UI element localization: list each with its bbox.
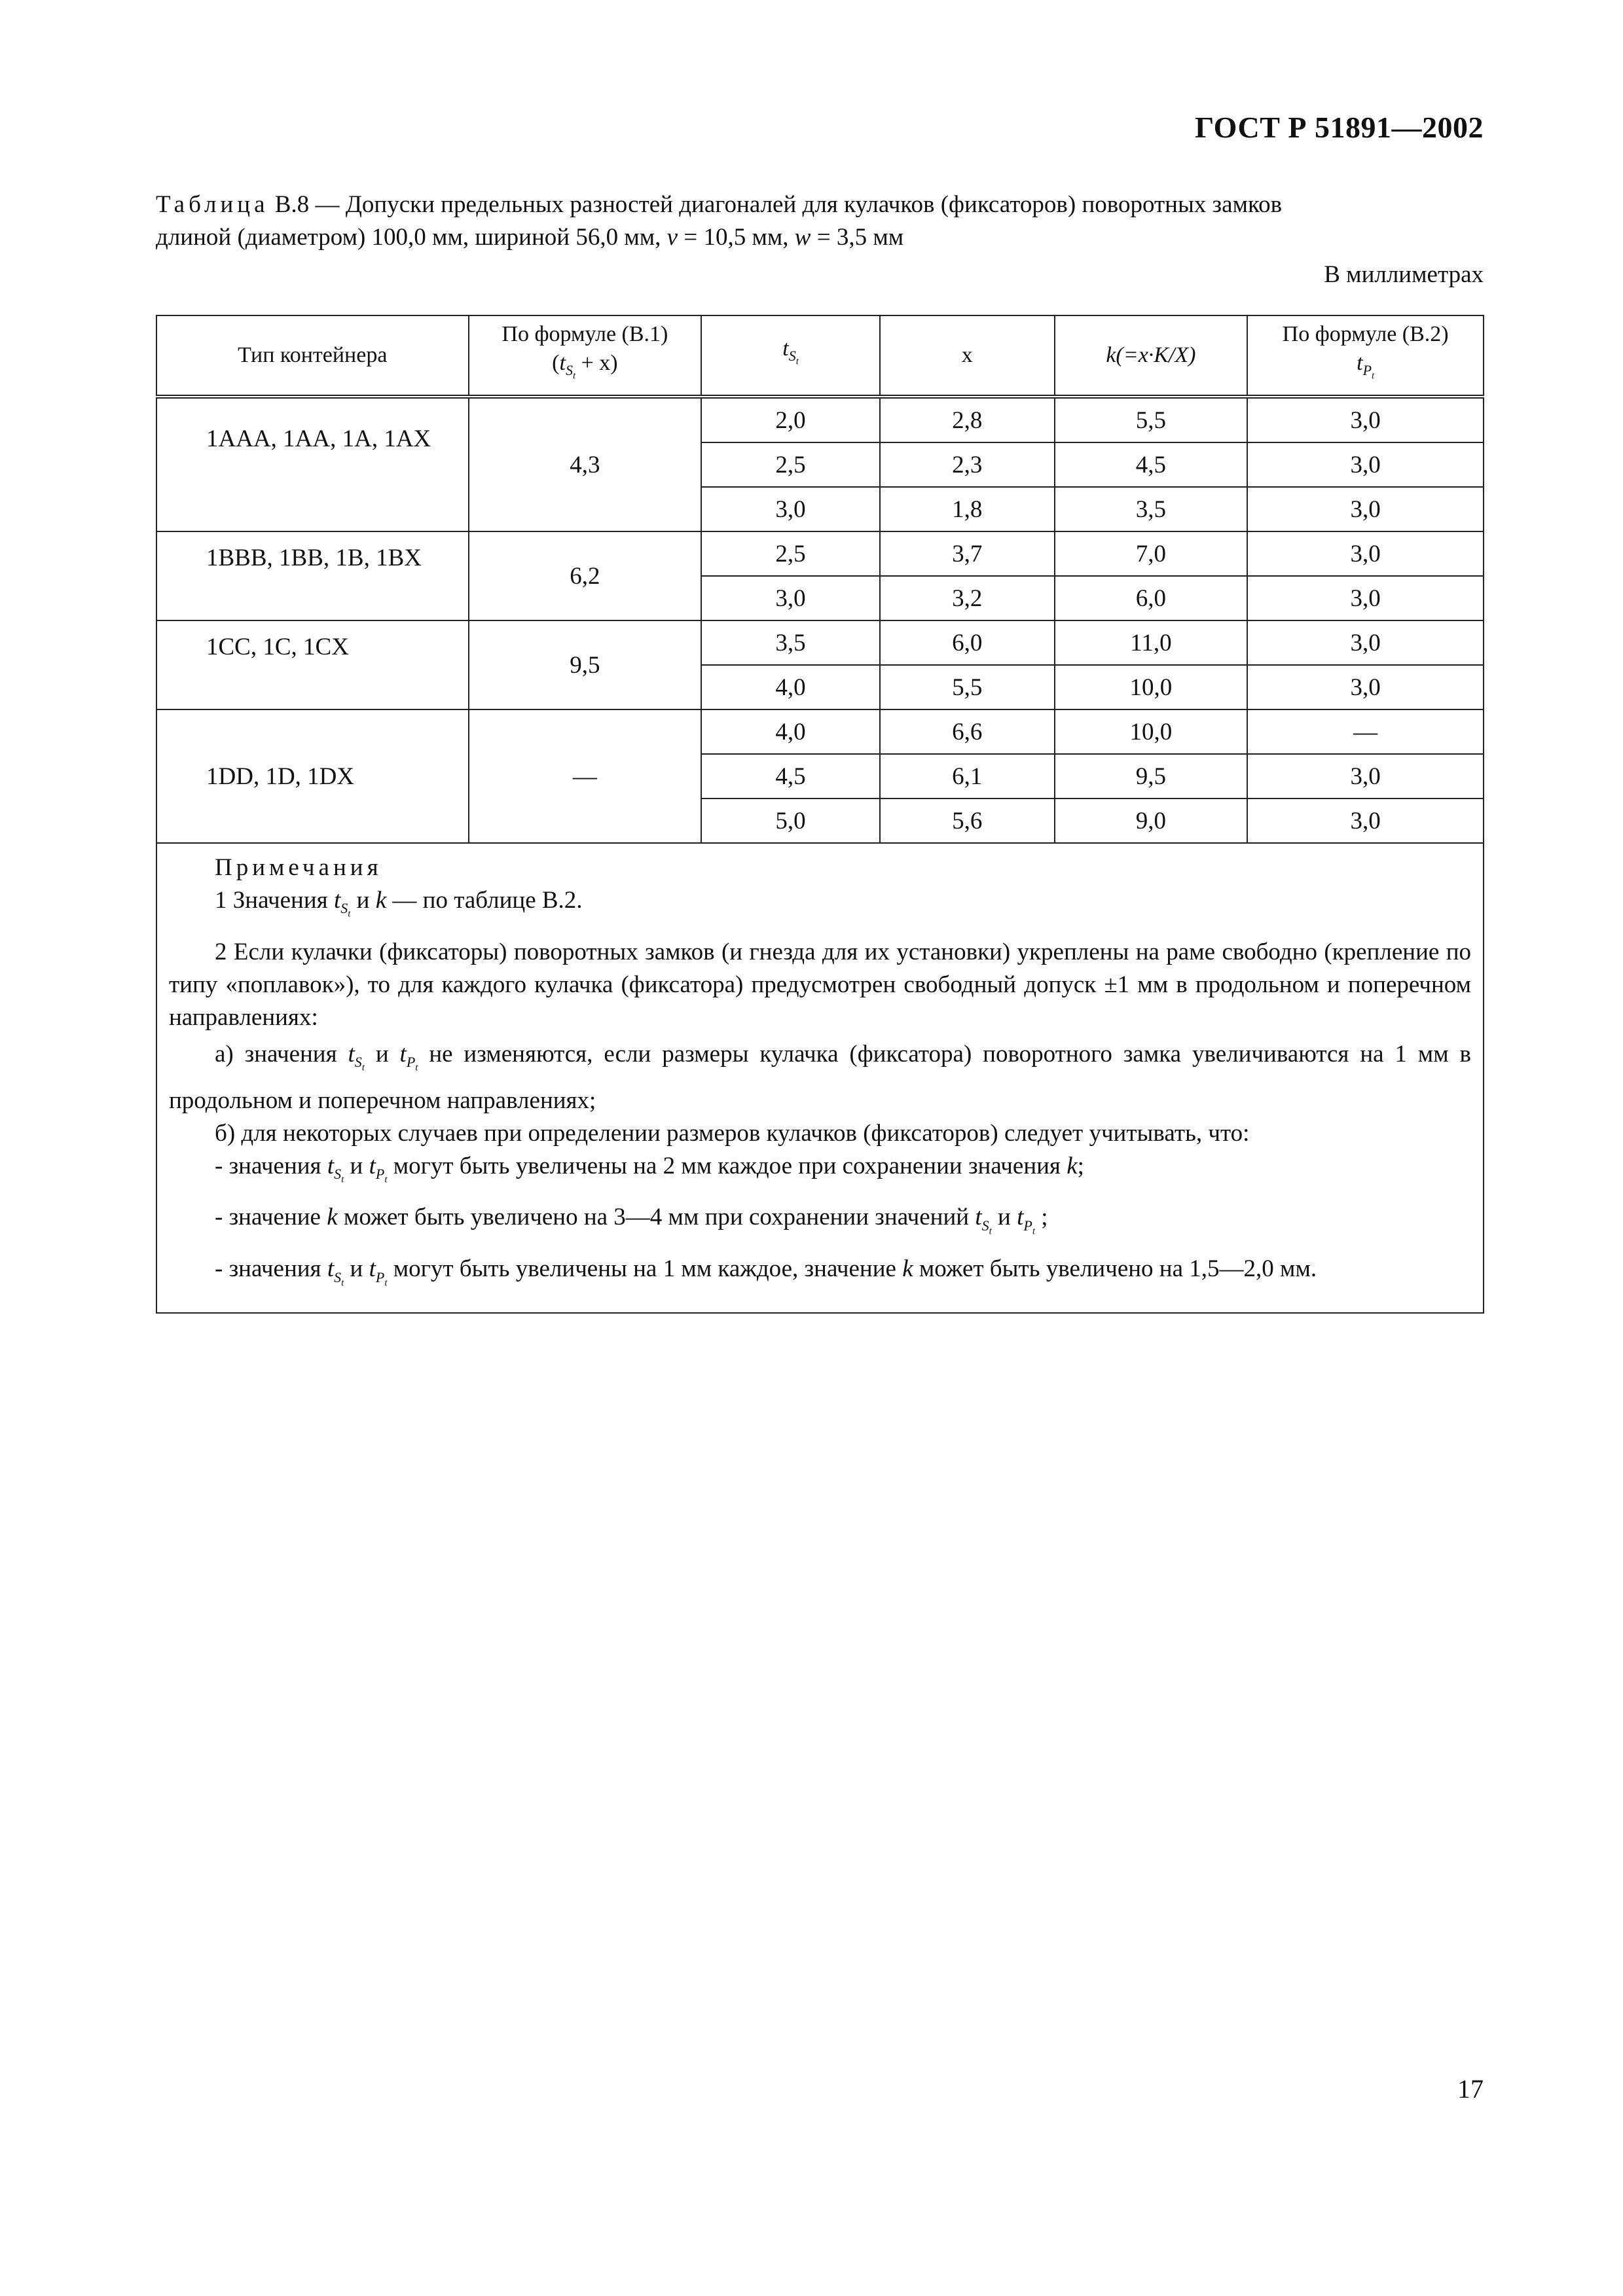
x-cell: 6,6 <box>880 709 1055 754</box>
x-cell: 6,0 <box>880 620 1055 665</box>
t-subscript: t <box>384 1277 388 1288</box>
dash-3-text-c: могут быть увеличены на 1 мм каждое, значение <box>387 1255 903 1283</box>
header-ts-s: S <box>788 348 796 365</box>
x-cell: 3,2 <box>880 576 1055 620</box>
tp-cell: 3,0 <box>1247 576 1484 620</box>
dash-1-text-c: могут быть увеличены на 2 мм каждое при сохранении значения <box>387 1152 1067 1179</box>
x-cell: 1,8 <box>880 487 1055 531</box>
caption-text-2: длиной (диаметром) 100,0 мм, шириной 56,0 мм, <box>156 224 667 251</box>
x-cell: 5,5 <box>880 665 1055 709</box>
caption-number: В.8 <box>274 191 310 218</box>
p-letter: P <box>375 1165 385 1182</box>
tp-cell: 3,0 <box>1247 531 1484 576</box>
t-subscript: t <box>348 908 351 920</box>
t-subscript: t <box>341 1174 344 1185</box>
dash-1-text-b: и <box>344 1152 369 1179</box>
ts-cell: 3,0 <box>701 487 880 531</box>
t-subscript: t <box>572 370 576 382</box>
document-id: ГОСТ Р 51891—2002 <box>1195 111 1484 144</box>
t-letter: t <box>369 1255 376 1283</box>
note-1 <box>169 884 1471 931</box>
t-subscript: t <box>415 1062 418 1073</box>
t-subscript: t <box>1032 1226 1035 1237</box>
formula-b1-cell: 4,3 <box>469 397 702 531</box>
table-row <box>156 709 1484 754</box>
x-cell: 3,7 <box>880 531 1055 576</box>
t-letter: t <box>399 1040 407 1067</box>
p-letter: P <box>406 1054 416 1071</box>
notes-row <box>156 843 1484 1313</box>
p-letter: P <box>375 1268 385 1285</box>
note-dash-3 <box>169 1253 1471 1299</box>
dash-1-text-a: - значения <box>215 1152 327 1179</box>
note-1-text-a: 1 Значения <box>215 887 334 914</box>
k-symbol: k <box>375 887 387 914</box>
x-cell: 2,8 <box>880 397 1055 442</box>
units-note: В миллиметрах <box>1324 261 1484 288</box>
x-cell: 6,1 <box>880 754 1055 798</box>
tp-cell: — <box>1247 709 1484 754</box>
x-cell: 2,3 <box>880 442 1055 487</box>
caption-text-1: — Допуски предельных разностей диагоналей для кулачков (фиксаторов) поворотных замков <box>309 191 1283 218</box>
s-letter: S <box>334 1268 342 1285</box>
table-caption <box>156 188 1484 254</box>
v-symbol: v <box>666 224 678 251</box>
header-tp-t: t <box>1357 351 1363 376</box>
t-letter: t <box>1017 1204 1024 1231</box>
table-row <box>156 620 1484 665</box>
ts-cell: 4,0 <box>701 665 880 709</box>
formula-b1-cell: 6,2 <box>469 531 702 620</box>
t-subscript: t <box>989 1226 992 1237</box>
dash-3-text-b: и <box>344 1255 369 1283</box>
header-x: x <box>880 315 1055 397</box>
note-2b: б) для некоторых случаев при определении размеров кулачков (фиксаторов) следует учитывать, что: <box>215 1119 1250 1147</box>
t-letter: t <box>975 1204 982 1231</box>
dash-2-text-c: и <box>991 1204 1017 1231</box>
ts-symbol <box>559 351 576 382</box>
formula-b1-cell: — <box>469 709 702 843</box>
header-formula-b1 <box>469 315 702 397</box>
note-2a <box>169 1038 1471 1117</box>
k-cell: 6,0 <box>1055 576 1248 620</box>
header-tp-sub: t <box>1372 370 1375 382</box>
note-2a-text-a: а) значения <box>215 1040 348 1067</box>
page-number: 17 <box>1457 2074 1484 2104</box>
s-letter: S <box>354 1054 362 1071</box>
ts-cell: 4,0 <box>701 709 880 754</box>
s-letter: S <box>340 900 348 917</box>
ts-cell: 2,5 <box>701 442 880 487</box>
formula-b1-cell: 9,5 <box>469 620 702 709</box>
note-2a-text-b: и <box>364 1040 400 1067</box>
k-cell: 11,0 <box>1055 620 1248 665</box>
t-letter: t <box>333 887 341 914</box>
w-value: = 3,5 мм <box>811 224 904 251</box>
note-2a-text-c: не изменяются, если размеры кулачка (фиксатора) поворотного замка увеличиваются на 1 мм в продольном и поперечном направлениях; <box>169 1040 1471 1114</box>
notes-cell <box>156 843 1484 1313</box>
note-dash-1 <box>169 1150 1471 1196</box>
tp-cell: 3,0 <box>1247 665 1484 709</box>
ts-cell: 4,5 <box>701 754 880 798</box>
dash-3-text-a: - значения <box>215 1255 327 1283</box>
k-symbol: k <box>327 1204 338 1231</box>
t-letter: t <box>327 1255 335 1283</box>
container-type-cell: 1DD, 1D, 1DX <box>156 709 469 843</box>
dash-3-text-d: может быть увеличено на 1,5—2,0 мм. <box>913 1255 1317 1283</box>
dash-2-text-b: может быть увеличено на 3—4 мм при сохранении значений <box>337 1204 976 1231</box>
v-value: = 10,5 мм, <box>678 224 795 251</box>
note-dash-2 <box>169 1201 1471 1247</box>
k-cell: 3,5 <box>1055 487 1248 531</box>
notes-title: Примечания <box>215 854 382 881</box>
k-cell: 10,0 <box>1055 709 1248 754</box>
container-type-cell: 1CC, 1C, 1CX <box>156 620 469 709</box>
header-ts-sub: t <box>795 356 799 367</box>
table-row <box>156 397 1484 442</box>
k-cell: 9,0 <box>1055 798 1248 843</box>
t-subscript: t <box>361 1062 365 1073</box>
ts-cell: 5,0 <box>701 798 880 843</box>
k-cell: 9,5 <box>1055 754 1248 798</box>
ts-cell: 3,0 <box>701 576 880 620</box>
x-cell: 5,6 <box>880 798 1055 843</box>
header-k-text: k(=x·K/X) <box>1106 343 1196 367</box>
header-k <box>1055 315 1248 397</box>
tp-cell: 3,0 <box>1247 620 1484 665</box>
k-cell: 10,0 <box>1055 665 1248 709</box>
container-type-cell: 1AAA, 1AA, 1A, 1AX <box>156 397 469 531</box>
caption-label: Таблица <box>156 191 269 218</box>
s-letter: S <box>334 1165 342 1182</box>
header-formula-b1-open: ( <box>552 351 560 376</box>
p-letter: P <box>1023 1217 1032 1234</box>
w-symbol: w <box>794 224 811 251</box>
header-formula-b1-rest: + x) <box>575 351 618 376</box>
header-formula-b2 <box>1247 315 1484 397</box>
header-formula-b1-title: По формуле (В.1) <box>501 322 668 347</box>
tp-cell: 3,0 <box>1247 754 1484 798</box>
container-type-cell: 1BBB, 1BB, 1B, 1BX <box>156 531 469 620</box>
k-symbol: k <box>1067 1152 1078 1179</box>
tp-cell: 3,0 <box>1247 442 1484 487</box>
s-letter: S <box>565 362 573 379</box>
note-2: 2 Если кулачки (фиксаторы) поворотных замков (и гнезда для их установки) укреплены на раме свободно (крепление по типу «поплавок»), то для каждого кулачка (фиксатора) предусмотрен свободный допуск ±1 мм в продольном и поперечном направлениях: <box>169 938 1471 1031</box>
tp-cell: 3,0 <box>1247 397 1484 442</box>
k-cell: 7,0 <box>1055 531 1248 576</box>
ts-cell: 3,5 <box>701 620 880 665</box>
k-cell: 4,5 <box>1055 442 1248 487</box>
table-row <box>156 531 1484 576</box>
ts-cell: 2,5 <box>701 531 880 576</box>
table-header-row <box>156 315 1484 397</box>
note-1-text-b: и <box>350 887 376 914</box>
s-letter: S <box>981 1217 989 1234</box>
header-ts <box>701 315 880 397</box>
t-letter: t <box>559 351 566 376</box>
t-letter: t <box>327 1152 335 1179</box>
tolerance-table <box>156 315 1484 1314</box>
dash-2-text-a: - значение <box>215 1204 327 1231</box>
t-subscript: t <box>341 1277 344 1288</box>
dash-1-text-d: ; <box>1077 1152 1084 1179</box>
tp-cell: 3,0 <box>1247 487 1484 531</box>
k-cell: 5,5 <box>1055 397 1248 442</box>
header-tp-p: P <box>1362 362 1372 379</box>
dash-2-text-d: ; <box>1035 1204 1048 1231</box>
t-subscript: t <box>384 1174 388 1185</box>
k-symbol: k <box>902 1255 913 1283</box>
note-1-text-c: — по таблице В.2. <box>386 887 583 914</box>
header-formula-b2-title: По формуле (В.2) <box>1282 322 1449 347</box>
t-letter: t <box>369 1152 376 1179</box>
ts-cell: 2,0 <box>701 397 880 442</box>
tp-cell: 3,0 <box>1247 798 1484 843</box>
header-container-type: Тип контейнера <box>156 315 469 397</box>
t-letter: t <box>348 1040 355 1067</box>
header-ts-t: t <box>782 336 789 361</box>
